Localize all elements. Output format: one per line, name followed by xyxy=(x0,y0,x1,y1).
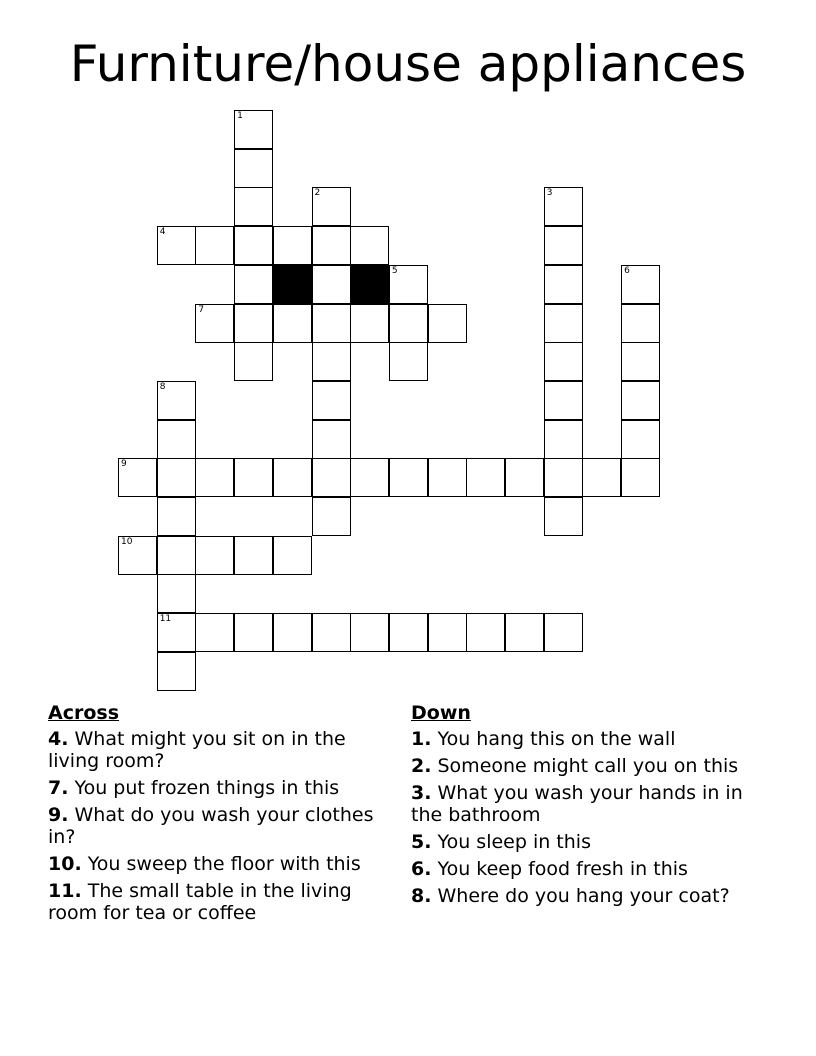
grid-cell[interactable] xyxy=(312,342,351,381)
grid-cell[interactable] xyxy=(350,458,389,497)
grid-cell[interactable] xyxy=(312,420,351,459)
grid-cell[interactable] xyxy=(312,613,351,652)
grid-cell[interactable] xyxy=(312,497,351,536)
grid-cell[interactable] xyxy=(312,187,351,226)
grid-cell[interactable] xyxy=(544,458,583,497)
grid-cell[interactable] xyxy=(389,613,428,652)
black-cell xyxy=(350,265,389,304)
grid-cell[interactable] xyxy=(234,187,273,226)
grid-cell[interactable] xyxy=(389,342,428,381)
clue-text: You put frozen things in this xyxy=(74,777,340,799)
grid-cell[interactable] xyxy=(428,613,467,652)
grid-cell[interactable] xyxy=(428,304,467,343)
grid-cell[interactable] xyxy=(389,265,428,304)
across-clue-9 xyxy=(48,804,393,848)
grid-cell[interactable] xyxy=(118,536,157,575)
clue-number-label: 9 xyxy=(121,459,127,470)
clue-number-label: 8 xyxy=(159,381,166,392)
grid-cell[interactable] xyxy=(234,342,273,381)
clue-number: 4. xyxy=(48,728,69,750)
grid-cell[interactable] xyxy=(350,226,389,265)
grid-cell[interactable] xyxy=(389,304,428,343)
clue-number-label: 5 xyxy=(391,265,398,276)
grid-cell[interactable] xyxy=(157,652,196,691)
clue-text: What do you wash your clothes in? xyxy=(48,804,374,848)
grid-cell[interactable] xyxy=(273,458,312,497)
clue-number: 7. xyxy=(48,777,69,799)
grid-cell[interactable] xyxy=(544,304,583,343)
grid-cell[interactable] xyxy=(157,458,196,497)
grid-cell[interactable] xyxy=(389,458,428,497)
clue-text: Where do you hang your coat? xyxy=(437,885,730,907)
clue-text: The small table in the living room for tea or coffee xyxy=(48,880,352,924)
clue-number-label: 7 xyxy=(198,304,205,315)
grid-cell[interactable] xyxy=(234,304,273,343)
clue-text: What you wash your hands in in the bathroom xyxy=(411,782,743,826)
grid-cell[interactable] xyxy=(621,304,660,343)
grid-cell[interactable] xyxy=(195,226,234,265)
clue-number-label: 6 xyxy=(624,265,630,276)
page-title: Furniture/house appliances xyxy=(69,35,747,93)
down-clue-6 xyxy=(411,858,756,880)
grid-cell[interactable] xyxy=(195,458,234,497)
down-clue-1 xyxy=(411,728,756,750)
grid-cell[interactable] xyxy=(273,536,312,575)
clue-number-label: 2 xyxy=(314,188,321,199)
grid-cell[interactable] xyxy=(273,613,312,652)
grid-cell[interactable] xyxy=(621,381,660,420)
clue-number-label: 11 xyxy=(159,614,172,625)
grid-cell[interactable] xyxy=(157,613,196,652)
grid-cell[interactable] xyxy=(234,458,273,497)
grid-cell[interactable] xyxy=(157,420,196,459)
grid-cell[interactable] xyxy=(312,226,351,265)
grid-cell[interactable] xyxy=(544,420,583,459)
grid-cell[interactable] xyxy=(466,613,505,652)
grid-cell[interactable] xyxy=(544,342,583,381)
clue-number-label: 3 xyxy=(546,188,553,199)
grid-cell[interactable] xyxy=(621,265,660,304)
clue-number: 1. xyxy=(411,728,432,750)
grid-cell[interactable] xyxy=(621,420,660,459)
grid-cell[interactable] xyxy=(544,381,583,420)
grid-cell[interactable] xyxy=(195,536,234,575)
clue-number: 3. xyxy=(411,782,432,804)
grid-cell[interactable] xyxy=(157,574,196,613)
across-clue-7 xyxy=(48,777,393,799)
grid-cell[interactable] xyxy=(312,458,351,497)
down-heading: Down xyxy=(411,702,471,724)
clue-number: 8. xyxy=(411,885,432,907)
clue-text: What might you sit on in the living room? xyxy=(48,728,346,772)
clue-text: You sleep in this xyxy=(437,831,591,853)
clue-number: 10. xyxy=(48,853,82,875)
clue-number: 5. xyxy=(411,831,432,853)
grid-cell[interactable] xyxy=(234,265,273,304)
grid-cell[interactable] xyxy=(544,187,583,226)
grid-cell[interactable] xyxy=(621,342,660,381)
clue-text: Someone might call you on this xyxy=(437,755,739,777)
grid-cell[interactable] xyxy=(195,304,234,343)
across-clue-4 xyxy=(48,728,393,772)
grid-cell[interactable] xyxy=(157,381,196,420)
grid-cell[interactable] xyxy=(312,381,351,420)
grid-cell[interactable] xyxy=(273,304,312,343)
clue-number-label: 1 xyxy=(237,111,243,121)
grid-cell[interactable] xyxy=(157,536,196,575)
down-clue-3 xyxy=(411,782,756,826)
grid-cell[interactable] xyxy=(195,613,234,652)
clue-number: 2. xyxy=(411,755,432,777)
grid-cell[interactable] xyxy=(234,110,273,149)
grid-cell[interactable] xyxy=(234,536,273,575)
grid-cell[interactable] xyxy=(428,458,467,497)
clue-text: You hang this on the wall xyxy=(437,728,676,750)
clue-number-label: 10 xyxy=(121,536,133,547)
clue-number-label: 4 xyxy=(159,227,166,238)
grid-cell[interactable] xyxy=(582,458,621,497)
across-clue-10 xyxy=(48,853,393,875)
grid-cell[interactable] xyxy=(234,149,273,188)
across-clue-11 xyxy=(48,880,393,924)
down-clues xyxy=(411,702,756,912)
grid-cell[interactable] xyxy=(157,226,196,265)
down-clue-8 xyxy=(411,885,756,907)
down-clue-5 xyxy=(411,831,756,853)
grid-cell[interactable] xyxy=(118,458,157,497)
clue-number: 9. xyxy=(48,804,69,826)
grid-cell[interactable] xyxy=(544,613,583,652)
grid-cell[interactable] xyxy=(234,613,273,652)
across-clues xyxy=(48,702,393,929)
clue-number: 6. xyxy=(411,858,432,880)
clue-text: You keep food fresh in this xyxy=(437,858,688,880)
down-clue-2 xyxy=(411,755,756,777)
grid-cell[interactable] xyxy=(505,613,544,652)
grid-cell[interactable] xyxy=(312,304,351,343)
clue-text: You sweep the floor with this xyxy=(87,853,361,875)
grid-cell[interactable] xyxy=(544,265,583,304)
grid-cell[interactable] xyxy=(544,497,583,536)
grid-cell[interactable] xyxy=(350,613,389,652)
grid-cell[interactable] xyxy=(466,458,505,497)
grid-cell[interactable] xyxy=(544,226,583,265)
grid-cell[interactable] xyxy=(273,226,312,265)
grid-cell[interactable] xyxy=(621,458,660,497)
across-heading: Across xyxy=(48,702,120,724)
black-cell xyxy=(273,265,312,304)
grid-cell[interactable] xyxy=(234,226,273,265)
clue-number: 11. xyxy=(48,880,82,902)
grid-cell[interactable] xyxy=(312,265,351,304)
grid-cell[interactable] xyxy=(505,458,544,497)
grid-cell[interactable] xyxy=(350,304,389,343)
grid-cell[interactable] xyxy=(157,497,196,536)
